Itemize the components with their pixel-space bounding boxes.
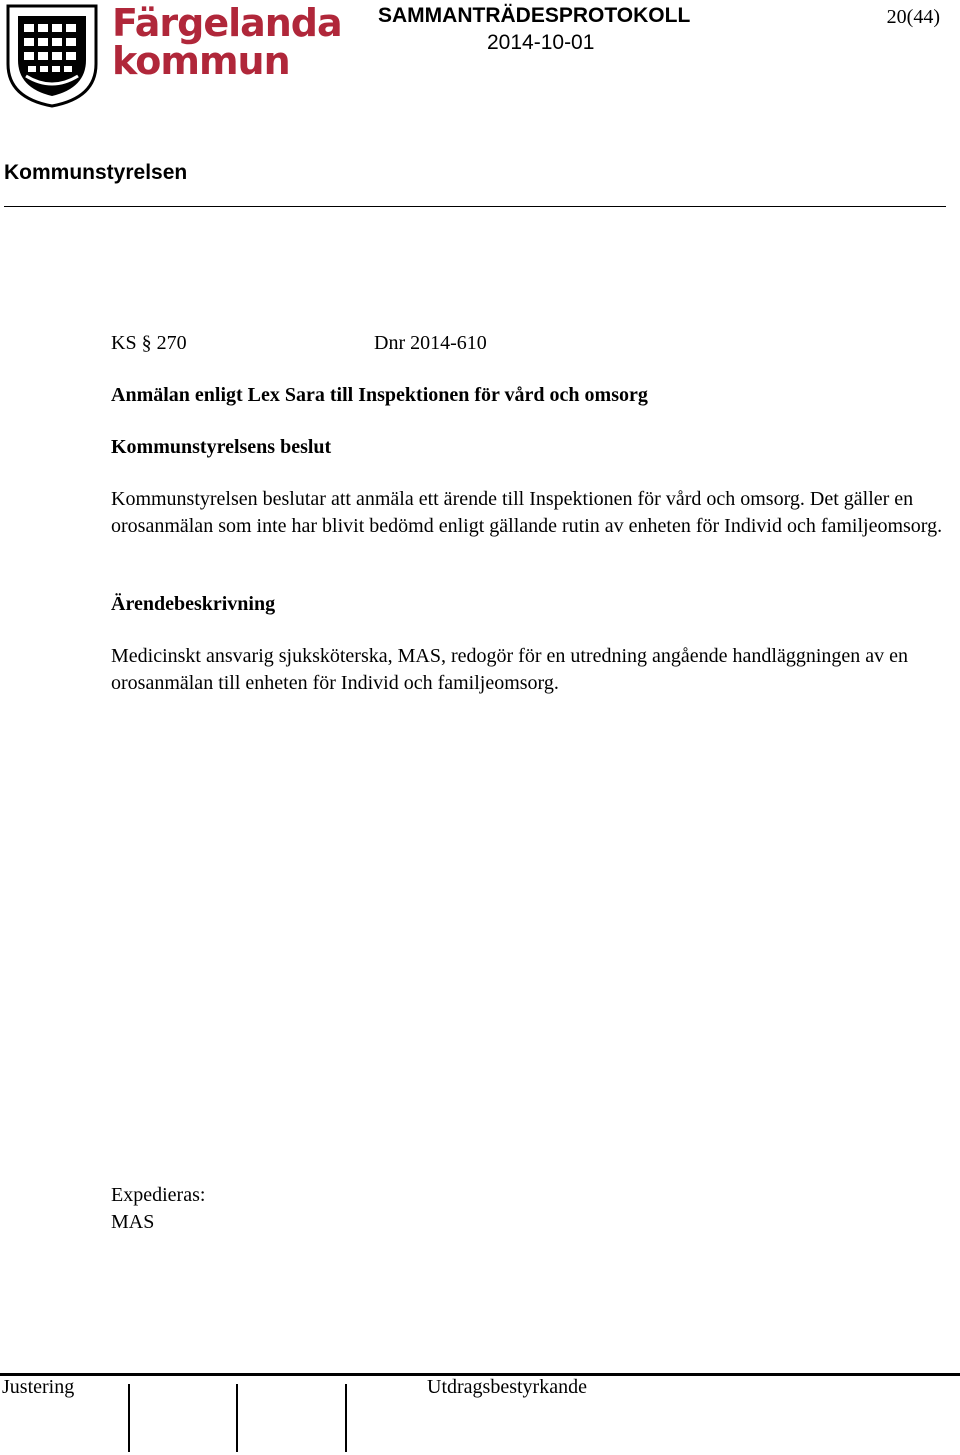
signature-field-3 — [345, 1384, 347, 1452]
dispatch-block — [111, 1182, 951, 1236]
logo-name-line2: kommun — [112, 39, 290, 83]
justering-label: Justering — [2, 1376, 75, 1398]
case-paragraph: KS § 270 — [111, 332, 187, 354]
case-dnr: Dnr 2014-610 — [374, 332, 487, 354]
decision-heading: Kommunstyrelsens beslut — [111, 436, 332, 458]
dispatch-recipient: MAS — [111, 1211, 155, 1233]
description-heading: Ärendebeskrivning — [111, 593, 276, 615]
signature-field-1 — [128, 1384, 130, 1452]
coat-of-arms-icon — [4, 2, 100, 110]
utdrag-label: Utdragsbestyrkande — [427, 1376, 587, 1398]
signature-field-2 — [236, 1384, 238, 1452]
description-text: Medicinskt ansvarig sjuksköterska, MAS, redogör för en utredning angående handläggningen av en orosanmälan till enheten för Individ och familjeomsorg. — [111, 645, 909, 694]
meeting-date: 2014-10-01 — [487, 31, 595, 54]
organization-name: Kommunstyrelsen — [4, 161, 188, 184]
header-divider — [4, 206, 946, 207]
decision-text: Kommunstyrelsen beslutar att anmäla ett ärende till Inspektionen för vård och omsorg. Det gäller en orosanmälan som inte har blivit bedömd enligt gällande rutin av enheten för Individ och familjeomsorg. — [111, 488, 943, 537]
case-reference-line — [111, 330, 951, 357]
page-number: 20(44) — [886, 6, 940, 28]
document-title: SAMMANTRÄDESPROTOKOLL — [378, 4, 691, 27]
municipality-logo — [4, 1, 342, 112]
logo-name-line1: Färgelanda — [112, 1, 342, 45]
dispatch-label: Expedieras: — [111, 1184, 206, 1206]
case-title: Anmälan enligt Lex Sara till Inspektionen för vård och omsorg — [111, 384, 648, 406]
